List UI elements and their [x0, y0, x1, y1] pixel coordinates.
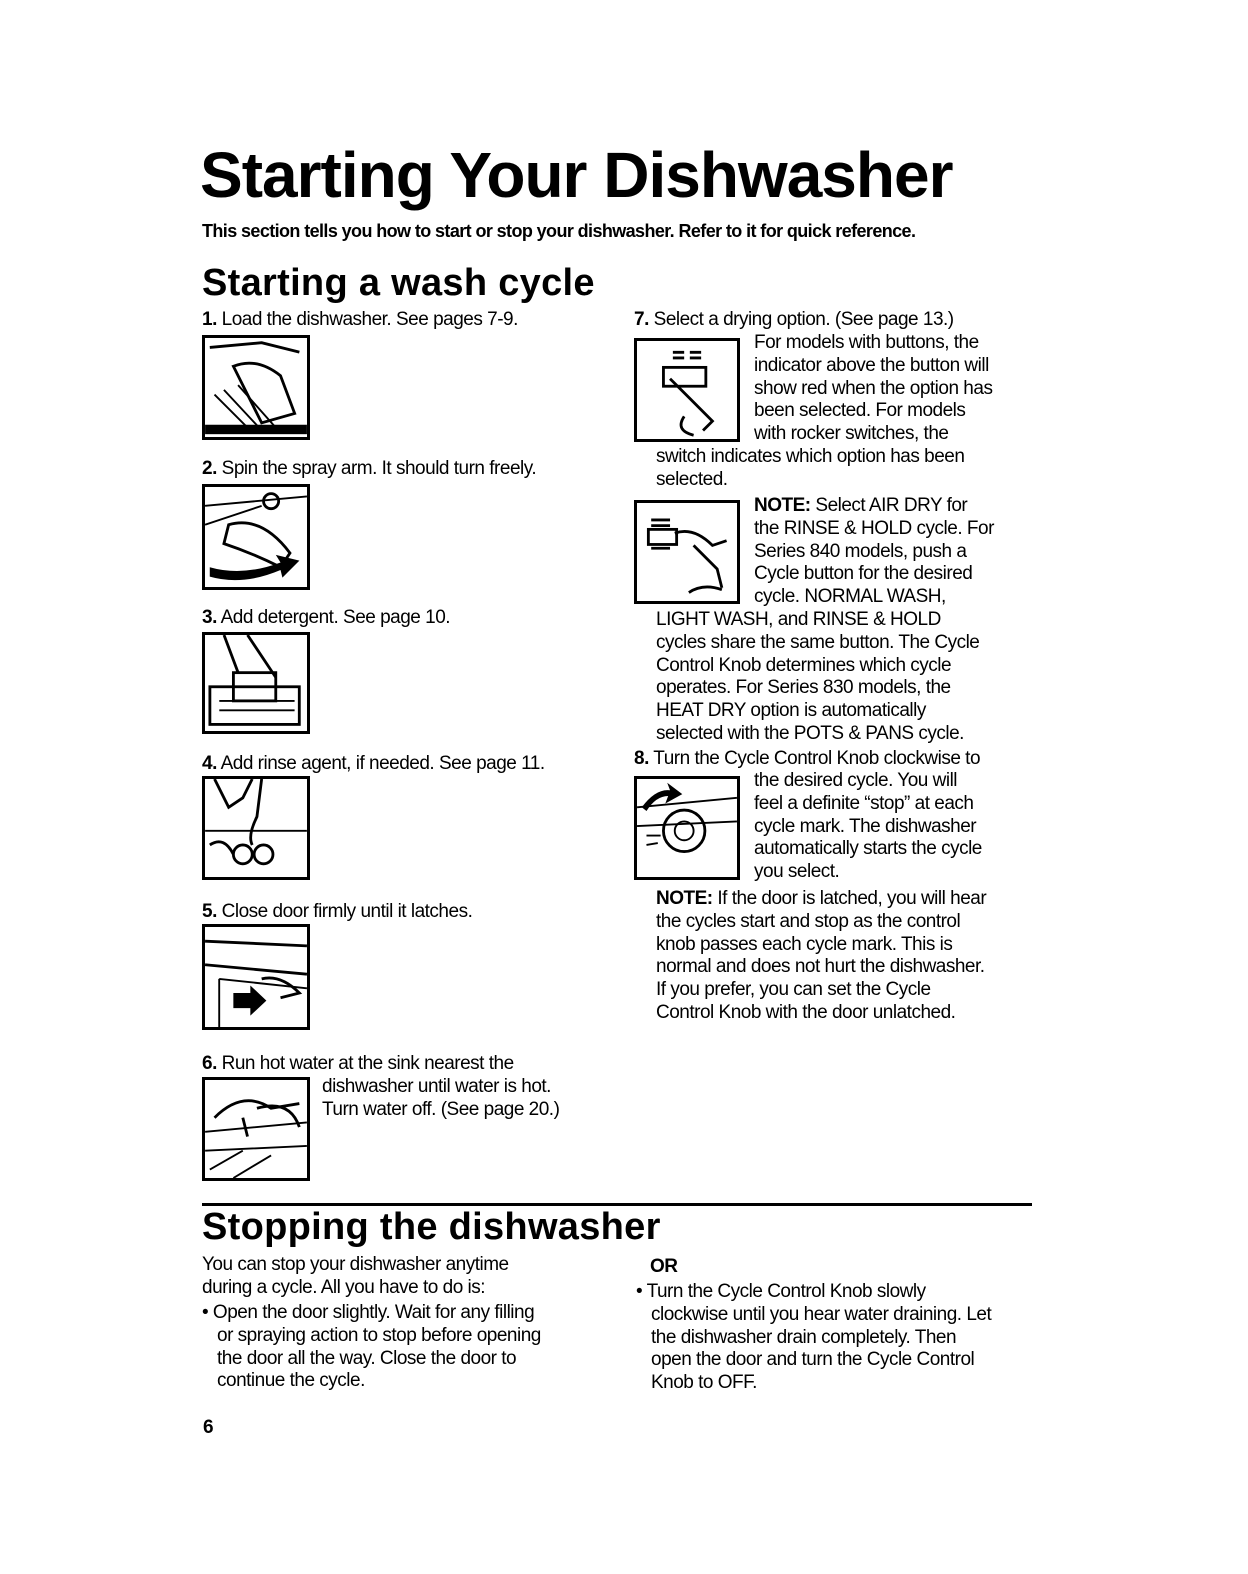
note-1-cont: LIGHT WASH, and RINSE & HOLD cycles share the same button. The Cycle Control Knob determines which cycle operates. For Series 830 models, the HEAT DRY option is automatically selected with the POTS & PANS cycle. — [656, 609, 980, 744]
load-dishwasher-illustration — [202, 335, 310, 440]
cycle-knob-icon — [637, 779, 737, 877]
note-1: NOTE: Select AIR DRY for the RINSE & HOLD cycle. For Series 840 models, push a Cycle button for the desired cycle. NORMAL WASH, — [754, 495, 994, 608]
rinse-agent-illustration — [202, 776, 310, 880]
intro-text: This section tells you how to start or stop your dishwasher. Refer to it for quick reference. — [202, 221, 916, 241]
step-6: 6. Run hot water at the sink nearest the — [202, 1053, 514, 1074]
step-3: 3. Add detergent. See page 10. — [202, 607, 451, 628]
step-2: 2. Spin the spray arm. It should turn freely. — [202, 458, 537, 479]
faucet-icon — [205, 1080, 307, 1178]
step-1: 1. Load the dishwasher. See pages 7-9. — [202, 309, 518, 330]
hot-water-faucet-illustration — [202, 1077, 310, 1181]
page-title: Starting Your Dishwasher — [200, 139, 953, 211]
close-door-illustration — [202, 924, 310, 1030]
air-dry-button-illustration — [634, 500, 740, 604]
close-door-icon — [205, 927, 307, 1027]
step-7-text: For models with buttons, the indicator above the button will show red when the option has been selected. For models with rocker switches, the — [754, 332, 993, 445]
cycle-knob-illustration — [634, 776, 740, 880]
drying-option-button-illustration — [634, 338, 740, 442]
note-2: NOTE: If the door is latched, you will hear the cycles start and stop as the control knob passes each cycle mark. This is normal and does not hurt the dishwasher. If you prefer, you can set the Cycle Control Knob with the door unlatched. — [656, 888, 987, 1023]
step-7-text-cont: switch indicates which option has been selected. — [656, 446, 965, 490]
step-8: 8. Turn the Cycle Control Knob clockwise to — [634, 748, 981, 769]
spray-arm-icon — [205, 487, 307, 587]
detergent-icon — [205, 635, 307, 731]
stopping-bullet-1: • Open the door slightly. Wait for any filling or spraying action to stop before opening the door all the way. Close the door to continue the cycle. — [202, 1302, 541, 1392]
rinse-agent-icon — [205, 779, 307, 877]
stopping-heading: Stopping the dishwasher — [202, 1206, 661, 1248]
load-dishwasher-icon — [205, 338, 307, 437]
step-4: 4. Add rinse agent, if needed. See page 11. — [202, 753, 545, 774]
or-label: OR — [650, 1256, 678, 1277]
spray-arm-illustration — [202, 484, 310, 590]
page-number: 6 — [203, 1417, 214, 1438]
step-7: 7. Select a drying option. (See page 13.) — [634, 309, 954, 330]
step-5: 5. Close door firmly until it latches. — [202, 901, 473, 922]
wash-cycle-heading: Starting a wash cycle — [202, 262, 595, 304]
step-6-line-2: dishwasher until water is hot. — [322, 1076, 551, 1097]
air-dry-button-icon — [637, 503, 737, 601]
drying-button-icon — [637, 341, 737, 439]
detergent-illustration — [202, 632, 310, 734]
stopping-bullet-2: • Turn the Cycle Control Knob slowly clockwise until you hear water draining. Let the dishwasher drain completely. Then open the door and turn the Cycle Control Knob to OFF. — [636, 1281, 992, 1394]
step-6-line-3: Turn water off. (See page 20.) — [322, 1099, 560, 1120]
step-8-text: the desired cycle. You will feel a definite “stop” at each cycle mark. The dishwasher automatically starts the cycle you select. — [754, 770, 982, 883]
stopping-intro: You can stop your dishwasher anytime during a cycle. All you have to do is: — [202, 1254, 509, 1298]
